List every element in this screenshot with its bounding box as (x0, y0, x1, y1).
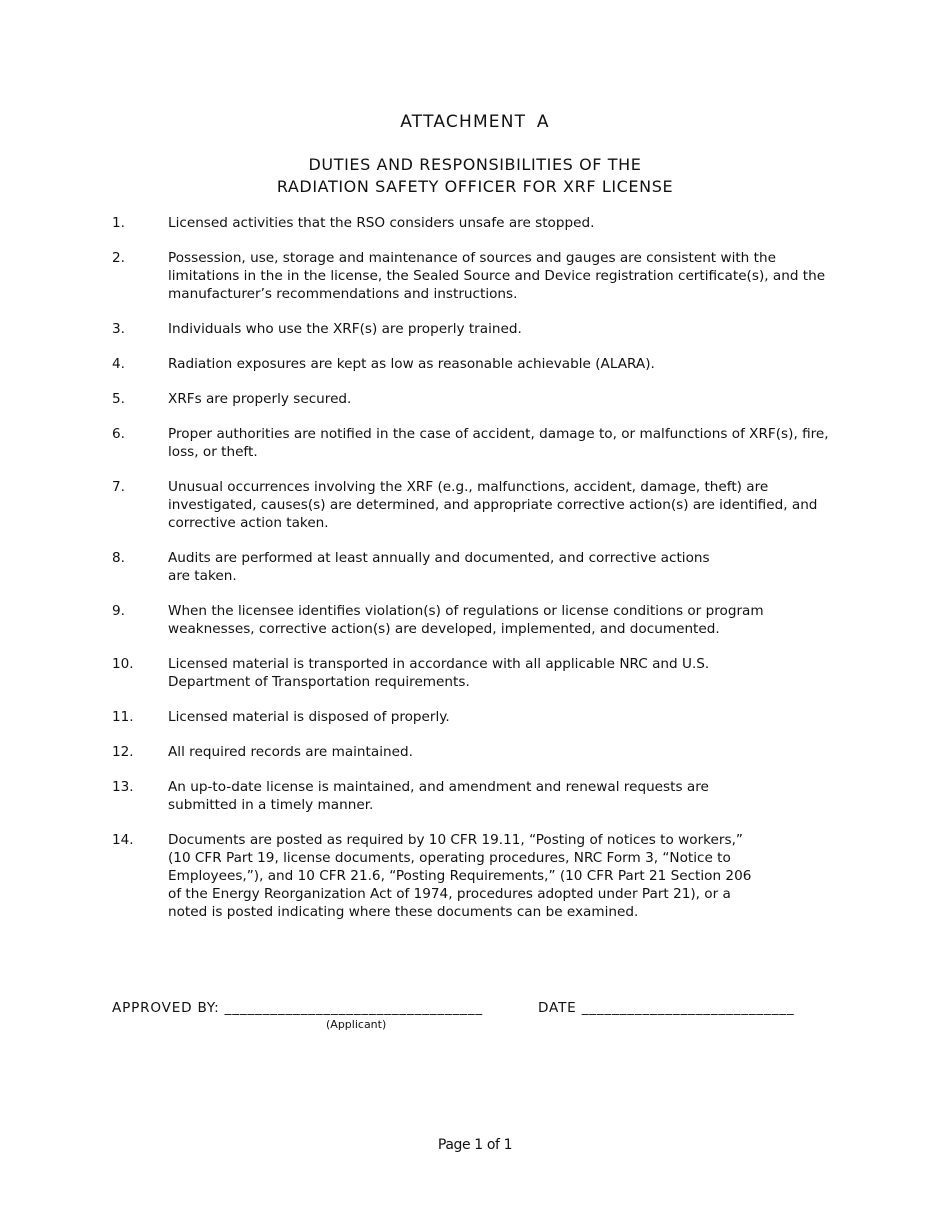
item-number: 10. (112, 656, 134, 672)
item-text: Possession, use, storage and maintenance of sources and gauges are consistent with the limitations in the in the license, the Sealed Source and Device registration certificate(s), and the manufacturer’s recommendations and instructions. (168, 250, 826, 302)
item-text: Radiation exposures are kept as low as reasonable achievable (ALARA). (168, 356, 655, 372)
item-text: Individuals who use the XRF(s) are properly trained. (168, 321, 522, 337)
item-number: 1. (112, 215, 125, 231)
item-text: When the licensee identifies violation(s) of regulations or license conditions or program weaknesses, corrective action(s) are developed, implemented, and documented. (168, 603, 764, 637)
item-number: 11. (112, 709, 134, 725)
document-heading-line1: DUTIES AND RESPONSIBILITIES OF THE (308, 155, 642, 174)
item-text: XRFs are properly secured. (168, 391, 352, 407)
item-text: All required records are maintained. (168, 744, 413, 760)
date-label: DATE (538, 1000, 577, 1016)
item-text: An up-to-date license is maintained, and amendment and renewal requests are submitted in a timely manner. (168, 779, 709, 813)
approved-by-row (112, 1000, 483, 1016)
item-text: Audits are performed at least annually and documented, and corrective actions are taken. (168, 550, 710, 584)
item-text: Licensed material is transported in accordance with all applicable NRC and U.S. Department of Transportation requirements. (168, 656, 710, 690)
list-item (112, 602, 842, 638)
list-item (112, 778, 842, 814)
item-text: Documents are posted as required by 10 CFR 19.11, “Posting of notices to workers,” (10 CFR Part 19, license documents, operating procedures, NRC Form 3, “Notice to Employees,”), and 10 CFR 21.6, “Posting Requirements,” (10 CFR Part 21 Section 206 of the Energy Reorganization Act of 1974, procedures adopted under Part 21), or a noted is posted indicating where these documents can be examined. (168, 832, 752, 920)
date-row (538, 1000, 794, 1016)
list-item (112, 655, 842, 691)
list-item (112, 708, 842, 726)
item-number: 2. (112, 250, 125, 266)
duties-list (112, 214, 842, 938)
list-item (112, 390, 842, 408)
item-number: 8. (112, 550, 125, 566)
date-field[interactable]: ____________________________ (581, 1000, 795, 1016)
attachment-label: ATTACHMENT A (400, 112, 550, 132)
item-text: Proper authorities are notified in the case of accident, damage to, or malfunctions of XRF(s), fire, loss, or theft. (168, 426, 829, 460)
document-heading-line2: RADIATION SAFETY OFFICER FOR XRF LICENSE (276, 177, 674, 196)
list-item (112, 743, 842, 761)
list-item (112, 549, 842, 585)
page-number: Page 1 of 1 (437, 1137, 513, 1153)
list-item (112, 320, 842, 338)
list-item (112, 214, 842, 232)
item-number: 12. (112, 744, 134, 760)
item-text: Unusual occurrences involving the XRF (e.g., malfunctions, accident, damage, theft) are investigated, causes(s) are determined, and appropriate corrective action(s) are identified, and corrective action taken. (168, 479, 818, 531)
list-item (112, 478, 842, 532)
list-item (112, 249, 842, 303)
list-item (112, 355, 842, 373)
approved-by-label: APPROVED BY: (112, 1000, 220, 1016)
item-number: 5. (112, 391, 125, 407)
applicant-caption: (Applicant) (326, 1018, 387, 1031)
item-number: 9. (112, 603, 125, 619)
item-number: 14. (112, 832, 134, 848)
item-number: 13. (112, 779, 134, 795)
list-item (112, 425, 842, 461)
item-number: 6. (112, 426, 125, 442)
approved-by-signature-field[interactable]: __________________________________ (224, 1000, 483, 1016)
item-number: 4. (112, 356, 125, 372)
item-number: 3. (112, 321, 125, 337)
list-item (112, 831, 842, 921)
item-text: Licensed material is disposed of properly. (168, 709, 450, 725)
item-number: 7. (112, 479, 125, 495)
item-text: Licensed activities that the RSO considers unsafe are stopped. (168, 215, 595, 231)
